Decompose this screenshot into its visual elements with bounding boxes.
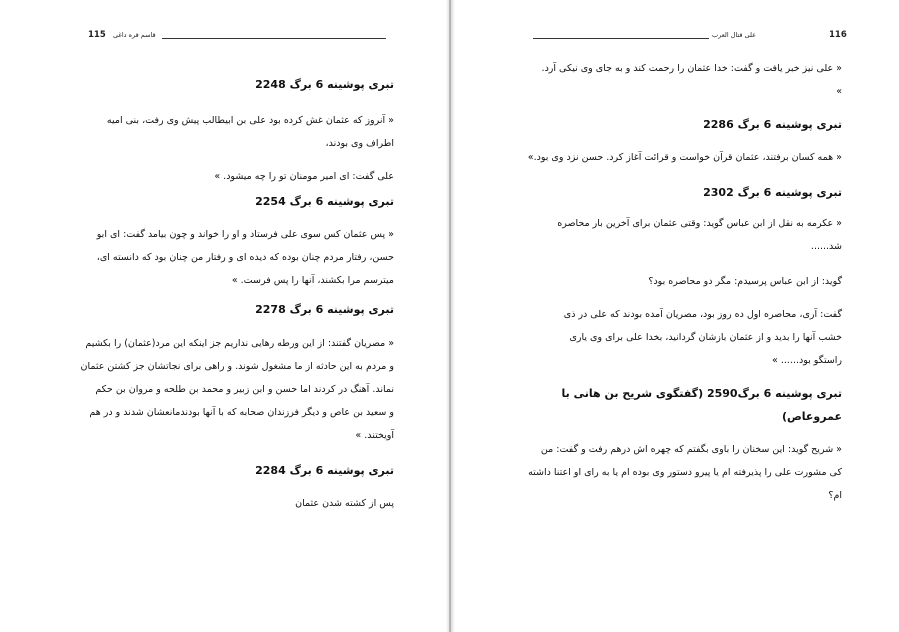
text-line: « علی نیز خبر یافت و گفت: خدا عثمان را رحمت کند و به جای وی نیکی آرد. xyxy=(541,63,842,74)
section-heading: تبری پوشینه 6 برگ2590 (گفتگوی شریح بن هانی با عمروعاص) xyxy=(561,387,842,423)
text-line: حسن، رفتار مردم چنان بوده که دیده ای و رفتار من چنان بود که دانسته ای، xyxy=(96,252,394,263)
paragraph xyxy=(56,223,394,292)
section-heading: تبری پوشینه 6 برگ 2284 xyxy=(255,464,394,477)
text-line: پس از کشته شدن عثمان xyxy=(295,498,394,509)
text-line: آویختند. » xyxy=(355,430,394,441)
text-line: علی گفت: ای امیر مومنان تو را چه میشود. » xyxy=(214,171,394,182)
book-gutter xyxy=(446,0,455,632)
left-header-rule xyxy=(162,38,386,39)
section-heading: تبری پوشینه 6 برگ 2254 xyxy=(255,195,394,208)
text-line: و مردم به این حادثه از ما مشغول شوند. و راهی برای نجاتشان جز کشتن عثمان xyxy=(80,361,394,372)
paragraph xyxy=(56,109,394,155)
paragraph xyxy=(510,212,842,258)
section-heading: تبری پوشینه 6 برگ 2302 xyxy=(703,186,842,199)
text-line: شد...... xyxy=(810,241,842,252)
text-line: گفت: آری، محاصره اول ده روز بود، مصریان آمده بودند که علی در ذی xyxy=(563,309,842,320)
left-page-number: 115 xyxy=(88,30,106,40)
paragraph xyxy=(56,332,394,447)
paragraph xyxy=(56,492,394,515)
section-heading: تبری پوشینه 6 برگ 2286 xyxy=(703,118,842,131)
paragraph xyxy=(510,438,842,507)
paragraph xyxy=(510,146,842,169)
right-page xyxy=(455,0,899,632)
left-page xyxy=(0,0,446,632)
section-heading: تبری پوشینه 6 برگ 2248 xyxy=(255,78,394,91)
paragraph xyxy=(510,270,842,293)
text-line: راستگو بود...... » xyxy=(772,355,842,366)
left-running-header xyxy=(0,30,446,44)
text-line: « همه کسان برفتند، عثمان قرآن خواست و قرائت آغاز کرد. حسن نزد وی بود.» xyxy=(527,152,842,163)
text-line: » xyxy=(836,86,842,97)
text-line: « مصریان گفتند: از این ورطه رهایی نداریم جز اینکه این مرد(عثمان) را بکشیم xyxy=(85,338,394,349)
text-line: نماند. آهنگ در کردند اما حسن و ابن زبیر و محمد بن طلحه و مروان بن حکم xyxy=(95,384,394,395)
text-line: « آنروز که عثمان غش کرده بود علی بن ابیطالب پیش وی رفت، بنی امیه xyxy=(106,115,394,126)
paragraph xyxy=(510,57,842,103)
left-running-title: قاسم قره داغی xyxy=(113,31,156,39)
paragraph xyxy=(56,165,394,188)
text-line: « شریح گوید: این سخنان را باوی بگفتم که چهره اش درهم رفت و گفت: من xyxy=(540,444,842,455)
text-line: گوید: از ابن عباس پرسیدم: مگر دو محاصره بود؟ xyxy=(648,276,842,287)
text-line: و سعید بن عاص و دیگر فرزندان صحابه که با آنها بودندمانعشان شدند و در هم xyxy=(89,407,394,418)
right-page-number: 116 xyxy=(829,30,847,40)
right-header-rule xyxy=(533,38,709,39)
text-line: اطراف وی بودند، xyxy=(325,138,394,149)
paragraph xyxy=(510,303,842,372)
text-line: « عکرمه به نقل از ابن عباس گوید: وقتی عثمان برای آخرین بار محاصره xyxy=(557,218,842,229)
text-line: ام؟ xyxy=(828,490,842,501)
right-page-body xyxy=(510,57,842,517)
right-running-title: علی قتال العرب xyxy=(712,31,756,39)
text-line: کی مشورت علی را پذیرفته ام یا پیرو دستور وی بوده ام یا به رای او اعتنا داشته xyxy=(528,467,842,478)
right-running-header xyxy=(455,30,899,44)
left-page-body xyxy=(56,73,394,525)
section-heading: تبری پوشینه 6 برگ 2278 xyxy=(255,303,394,316)
text-line: میترسم مرا بکشند، آنها را پس فرست. » xyxy=(231,275,394,286)
text-line: خشب آنها را بدید و از عثمان بازشان گردانید، بخدا علی برای وی یاری xyxy=(569,332,842,343)
text-line: « پس عثمان کس سوی علی فرستاد و او را خواند و چون بیامد گفت: ای ابو xyxy=(96,229,394,240)
